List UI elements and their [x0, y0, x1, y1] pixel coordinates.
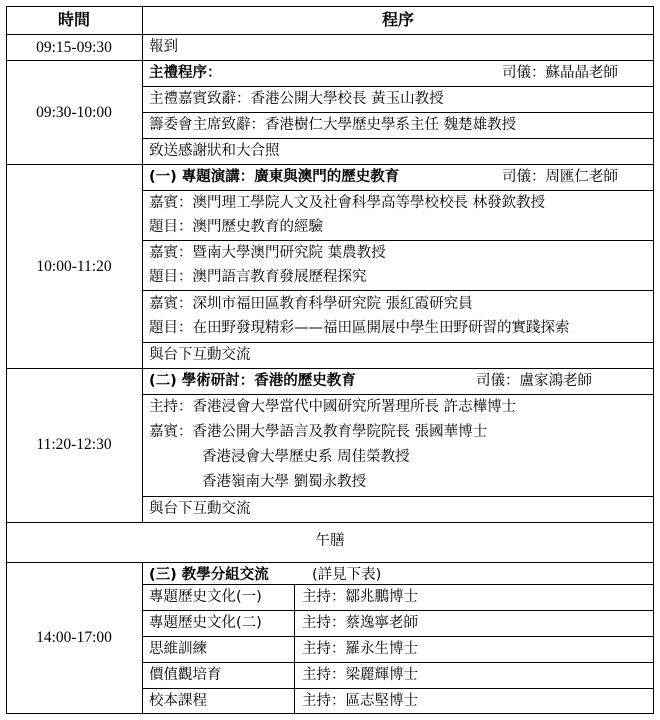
group-host: 主持：羅永生博士: [302, 641, 418, 657]
section-mc: 司儀：盧家鴻老師: [476, 373, 592, 389]
group-host: 主持：鄒兆鵬博士: [302, 589, 418, 605]
program-item: 嘉賓：澳門理工學院人文及社會科學高等學校校長 林發欽教授: [149, 195, 546, 211]
column-divider: [142, 6, 143, 522]
program-item: 與台下互動交流: [149, 501, 251, 517]
cell-divider: [142, 290, 654, 291]
section-title: (三) 教學分組交流: [149, 567, 269, 583]
program-item: 嘉賓：香港公開大學語言及教育學院院長 張國華博士: [149, 424, 488, 440]
program-item: 題目：在田野發現精彩——福田區開展中學生田野研習的實踐探索: [149, 320, 570, 336]
group-name: 專題歷史文化(二): [149, 615, 262, 631]
group-host: 主持：蔡逸寧老師: [302, 615, 418, 631]
group-host: 主持：梁麗輝博士: [302, 667, 418, 683]
time-slot: 11:20-12:30: [36, 436, 112, 453]
lunch-row: 午膳: [315, 533, 345, 549]
section-mc: 司儀：蘇晶晶老師: [502, 65, 618, 81]
program-item: 題目：澳門語言教育發展歷程探究: [149, 269, 367, 285]
time-slot: 14:00-17:00: [36, 629, 112, 646]
section-mc: 司儀：周匯仁老師: [502, 169, 618, 185]
program-item: 嘉賓：深圳市福田區教育科學研究院 張紅霞研究員: [149, 296, 473, 312]
group-host: 主持：區志堅博士: [302, 693, 418, 709]
program-item: 香港嶺南大學 劉蜀永教授: [202, 474, 367, 490]
time-slot: 10:00-11:20: [36, 258, 112, 275]
section-title: (一) 專題演講：廣東與澳門的歷史教育: [149, 169, 400, 185]
program-item: 題目：澳門歷史教育的經驗: [149, 219, 323, 235]
program-item: 與台下互動交流: [149, 347, 251, 363]
section-note: (詳見下表): [312, 567, 382, 583]
section-title: 主禮程序：: [149, 65, 222, 81]
program-item: 報到: [149, 39, 178, 55]
program-item: 香港浸會大學歷史系 周佳榮教授: [202, 449, 410, 465]
group-name: 思維訓練: [149, 641, 207, 657]
header-time: 時間: [57, 12, 90, 29]
group-name: 價值觀培育: [149, 667, 222, 683]
program-item: 籌委會主席致辭：香港樹仁大學歷史學系主任 魏楚雄教授: [149, 117, 517, 133]
program-item: 致送感謝狀和大合照: [149, 143, 280, 159]
schedule-table: [6, 6, 654, 714]
time-slot: 09:30-10:00: [36, 104, 112, 121]
header-program: 程序: [381, 12, 414, 29]
row-divider: [6, 522, 654, 523]
border-top: [6, 6, 654, 7]
section-title: (二) 學術研討：香港的歷史教育: [149, 373, 356, 389]
group-name: 校本課程: [149, 693, 207, 709]
time-slot: 09:15-09:30: [36, 39, 112, 56]
group-column-divider: [294, 584, 295, 714]
program-item: 主持：香港浸會大學當代中國研究所署理所長 許志樺博士: [149, 399, 517, 415]
group-name: 專題歷史文化(一): [149, 589, 262, 605]
program-item: 嘉賓：暨南大學澳門研究院 葉農教授: [149, 245, 386, 261]
program-item: 主禮嘉賓致辭：香港公開大學校長 黃玉山教授: [149, 91, 444, 107]
